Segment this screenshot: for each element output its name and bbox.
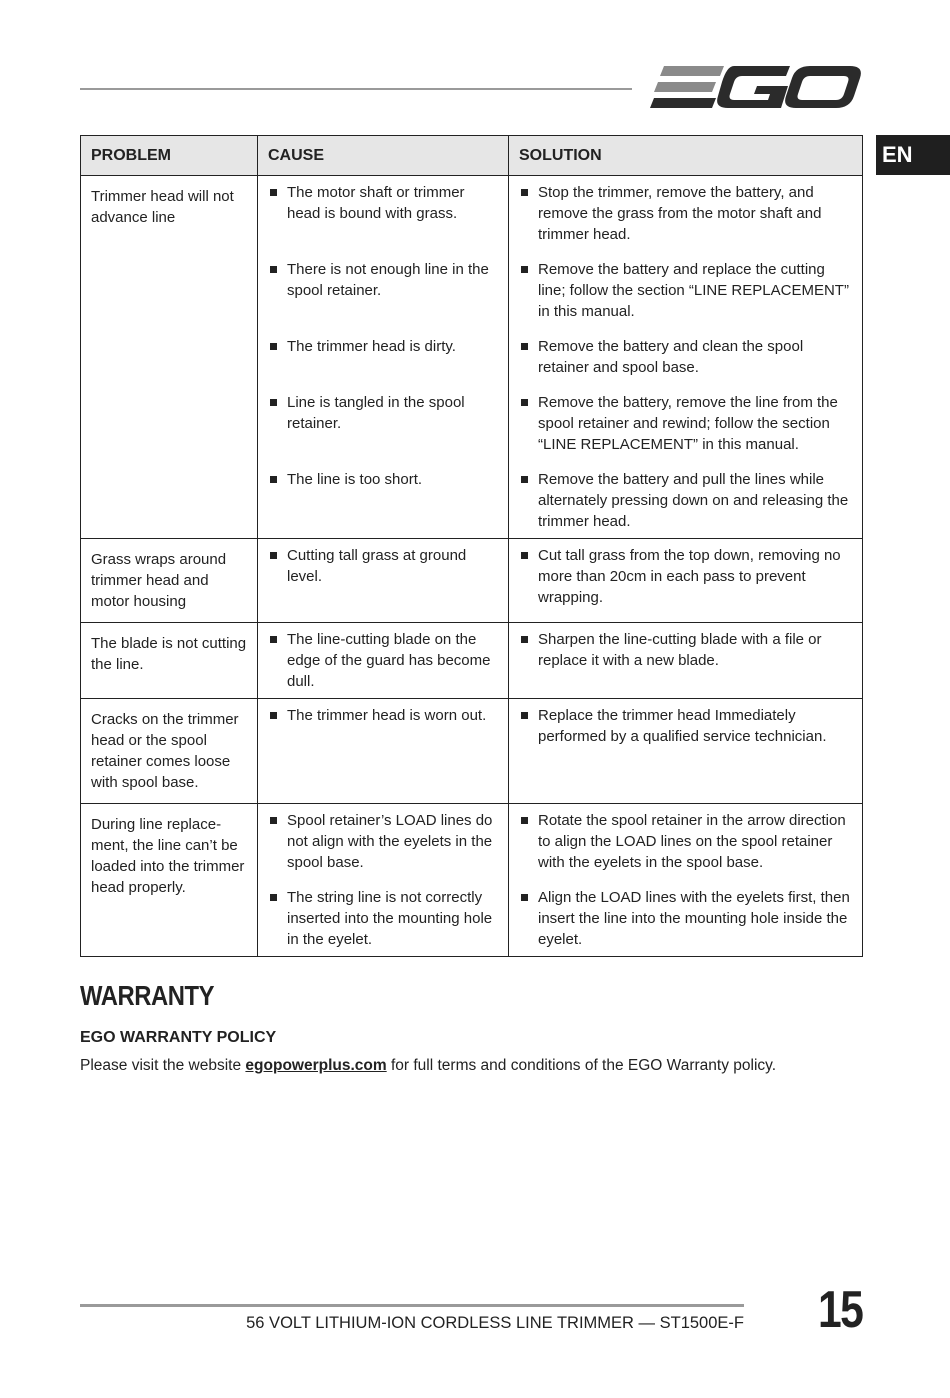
solution-cell: [509, 623, 863, 699]
solution-cell: [509, 699, 863, 804]
troubleshooting-table: [80, 135, 863, 957]
cause-item: Spool retainer’s LOAD lines do not align with the eyelets in the spool base.: [268, 810, 500, 887]
header-problem: PROBLEM: [81, 136, 258, 176]
footer-product-title: 56 VOLT LITHIUM-ION CORDLESS LINE TRIMMER — ST1500E-F: [246, 1314, 744, 1332]
solution-item: Rotate the spool retainer in the arrow direction to align the LOAD lines on the spool retainer with the eyelets in the spool base.: [519, 810, 854, 887]
table-row: [81, 699, 863, 804]
solution-cell: [509, 804, 863, 957]
problem-cell: Grass wraps around trimmer head and motor housing: [81, 539, 258, 623]
table-row: [81, 623, 863, 699]
cause-item: The trimmer head is dirty.: [268, 336, 500, 392]
solution-item: Stop the trimmer, remove the battery, and remove the grass from the motor shaft and trimmer head.: [519, 182, 854, 259]
problem-cell: During line replace-ment, the line can’t be loaded into the trimmer head properly.: [81, 804, 258, 957]
cause-item: The motor shaft or trimmer head is bound with grass.: [268, 182, 500, 259]
warranty-text-after: for full terms and conditions of the EGO Warranty policy.: [386, 1057, 777, 1074]
cause-item: The string line is not correctly inserted into the mounting hole in the eyelet.: [268, 887, 500, 950]
problem-cell: Cracks on the trimmer head or the spool retainer comes loose with spool base.: [81, 699, 258, 804]
cause-item: Cutting tall grass at ground level.: [268, 545, 500, 608]
cause-cell: [258, 623, 509, 699]
solution-item: Replace the trimmer head Immediately performed by a qualified service technician.: [519, 705, 854, 789]
header-rule: [80, 88, 632, 90]
header-solution: SOLUTION: [509, 136, 863, 176]
solution-item: Cut tall grass from the top down, removing no more than 20cm in each pass to prevent wrapping.: [519, 545, 854, 608]
solution-item: Remove the battery, remove the line from the spool retainer and rewind; follow the section “LINE REPLACEMENT” in this manual.: [519, 392, 854, 469]
problem-cell: The blade is not cutting the line.: [81, 623, 258, 699]
warranty-heading: WARRANTY: [80, 980, 215, 1011]
cause-cell: [258, 539, 509, 623]
solution-item: Sharpen the line-cutting blade with a file or replace it with a new blade.: [519, 629, 854, 692]
cause-item: There is not enough line in the spool retainer.: [268, 259, 500, 336]
table-row: [81, 804, 863, 957]
problem-cell: Trimmer head will not advance line: [81, 176, 258, 539]
table-header-row: [81, 136, 863, 176]
solution-item: Remove the battery and replace the cutting line; follow the section “LINE REPLACEMENT” in this manual.: [519, 259, 854, 336]
language-tab: EN: [876, 135, 950, 175]
cause-item: The line is too short.: [268, 469, 500, 532]
table-row: [81, 539, 863, 623]
cause-cell: [258, 176, 509, 539]
warranty-paragraph: [80, 1057, 776, 1075]
solution-cell: [509, 176, 863, 539]
solution-cell: [509, 539, 863, 623]
cause-cell: [258, 699, 509, 804]
website-link[interactable]: egopowerplus.com: [245, 1057, 387, 1074]
solution-item: Remove the battery and pull the lines while alternately pressing down on and releasing the trimmer head.: [519, 469, 854, 532]
solution-item: Align the LOAD lines with the eyelets first, then insert the line into the mounting hole inside the eyelet.: [519, 887, 854, 950]
footer-rule: [80, 1304, 744, 1307]
table-row: [81, 176, 863, 539]
warranty-text-before: Please visit the website: [80, 1057, 246, 1074]
cause-item: The line-cutting blade on the edge of the guard has become dull.: [268, 629, 500, 692]
header-cause: CAUSE: [258, 136, 509, 176]
warranty-subheading: EGO WARRANTY POLICY: [80, 1029, 277, 1046]
cause-cell: [258, 804, 509, 957]
page-number: 15: [818, 1281, 863, 1339]
solution-item: Remove the battery and clean the spool retainer and spool base.: [519, 336, 854, 392]
cause-item: Line is tangled in the spool retainer.: [268, 392, 500, 469]
ego-logo: [650, 62, 862, 112]
cause-item: The trimmer head is worn out.: [268, 705, 500, 789]
